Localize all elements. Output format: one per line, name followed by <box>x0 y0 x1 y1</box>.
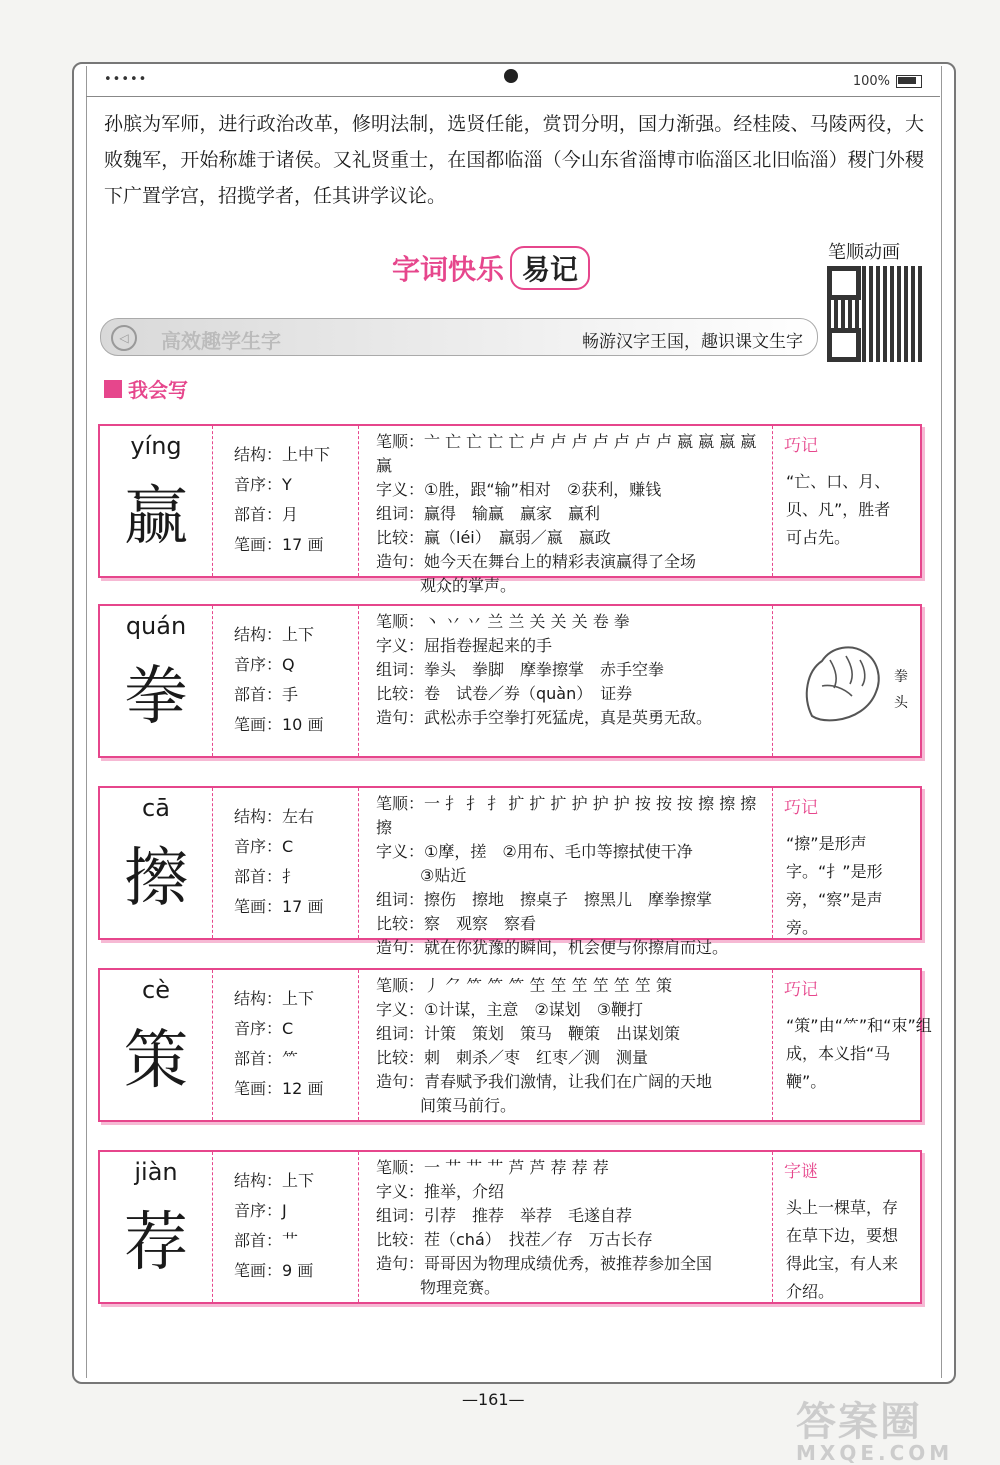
char-detail <box>358 788 773 957</box>
pinyin: yíng <box>130 432 182 460</box>
compare: 比较：刺 刺杀／枣 红枣／测 测量 <box>376 1048 649 1067</box>
banner-left-text: 高效趣学生字 <box>161 329 281 353</box>
memory-tip <box>772 426 918 576</box>
hanzi: 赢 <box>124 480 188 554</box>
char-box <box>100 606 213 756</box>
tip-tag: 巧记 <box>784 436 818 456</box>
stroke-order: 笔顺：一 扌 扌 扌 扩 扩 扩 护 护 护 按 按 按 擦 擦 擦 擦 <box>376 794 757 837</box>
sound-order: 音序：Q <box>234 655 295 674</box>
section-title-badge: 易记 <box>510 246 590 290</box>
sentence: 造句：她今天在舞台上的精彩表演赢得了全场 <box>376 552 697 571</box>
char-box <box>100 426 213 576</box>
signal-icon: ••••• <box>104 72 148 87</box>
battery-icon <box>896 75 922 88</box>
page-number: —161— <box>462 1390 525 1409</box>
structure: 结构：上下 <box>234 989 315 1008</box>
character-card-jian <box>98 1150 922 1304</box>
compare: 比较：茬（chá） 找茬／存 万古长存 <box>376 1230 653 1249</box>
tip-text: “亡、口、月、贝、凡”，胜者可占先。 <box>786 472 891 547</box>
stroke-order: 笔顺：丶 丷 丷 兰 兰 关 关 关 卷 拳 <box>376 612 630 631</box>
radical: 部首：艹 <box>234 1231 299 1250</box>
write-label-text: 我会写 <box>128 378 188 402</box>
structure: 结构：上下 <box>234 625 315 644</box>
sound-order: 音序：J <box>234 1201 287 1220</box>
stroke-count: 笔画：17 画 <box>234 897 324 916</box>
meaning: 字义：①胜，跟“输”相对 ②获利，赚钱 <box>376 480 662 499</box>
fist-label: 拳头 <box>894 669 908 711</box>
stroke-order: 笔顺：一 艹 艹 艹 芦 芦 荐 荐 荐 <box>376 1158 609 1177</box>
riddle <box>772 1152 918 1302</box>
stroke-count: 笔画：10 画 <box>234 715 324 734</box>
char-detail <box>358 606 773 756</box>
char-info <box>212 606 359 756</box>
banner-right-text: 畅游汉字王国，趣识课文生字 <box>582 332 803 352</box>
tip-text: “策”由“⺮”和“朿”组成，本义指“马鞭”。 <box>786 1016 932 1091</box>
char-info <box>212 970 359 1120</box>
words: 组词：引荐 推荐 举荐 毛遂自荐 <box>376 1206 633 1225</box>
compare: 比较：察 观察 察看 <box>376 914 537 933</box>
char-info <box>212 1152 359 1302</box>
char-box <box>100 1152 213 1302</box>
riddle-tag: 字谜 <box>784 1162 818 1182</box>
memory-tip <box>772 788 918 938</box>
sentence: 造句：就在你犹豫的瞬间，机会便与你擦肩而过。 <box>376 938 729 957</box>
sound-order: 音序：Y <box>234 475 292 494</box>
sentence: 造句：青春赋予我们激情，让我们在广阔的天地 <box>376 1072 713 1091</box>
char-box <box>100 970 213 1120</box>
pinyin: cè <box>142 976 170 1004</box>
radical: 部首：扌 <box>234 867 299 886</box>
tip-tag: 巧记 <box>784 980 818 1000</box>
structure: 结构：上下 <box>234 1171 315 1190</box>
hanzi: 擦 <box>124 842 188 916</box>
character-card-ca <box>98 786 922 957</box>
sound-order: 音序：C <box>234 1019 294 1038</box>
riddle-text: 头上一棵草，存在草下边，要想得此宝，有人来介绍。 <box>786 1198 899 1301</box>
tip-text: “擦”是形声字。“扌”是形旁，“察”是声旁。 <box>786 834 883 937</box>
sentence: 造句：哥哥因为物理成绩优秀，被推荐参加全国 <box>376 1254 713 1273</box>
meaning-cont: ③贴近 <box>420 866 467 885</box>
banner <box>100 318 818 356</box>
character-card-quan <box>98 604 922 758</box>
pencil-icon <box>104 380 122 398</box>
stroke-count: 笔画：9 画 <box>234 1261 314 1280</box>
intro-paragraph: 孙膑为军师，进行政治改革，修明法制，选贤任能，赏罚分明，国力渐强。经桂陵、马陵两役，大败魏军，开始称雄于诸侯。又礼贤重士，在国都临淄（今山东省淄博市临淄区北旧临淄）稷门外稷下广置学宫，招揽学者，任其讲学议论。 <box>104 113 924 207</box>
words: 组词：擦伤 擦地 擦桌子 擦黑儿 摩拳擦掌 <box>376 890 713 909</box>
compare: 比较：赢（léi） 羸弱／嬴 嬴政 <box>376 528 611 547</box>
words: 组词：赢得 输赢 赢家 赢利 <box>376 504 601 523</box>
char-detail <box>358 970 773 1120</box>
char-box <box>100 788 213 938</box>
meaning: 字义：屈指卷握起来的手 <box>376 636 553 655</box>
camera-icon <box>504 69 518 83</box>
hanzi: 拳 <box>124 660 188 734</box>
qr-label: 笔顺动画 <box>828 242 900 263</box>
character-card-ying <box>98 424 922 595</box>
hanzi: 荐 <box>124 1206 188 1280</box>
char-detail <box>358 426 773 595</box>
section-title <box>392 246 590 290</box>
pinyin: cā <box>142 794 170 822</box>
char-info <box>212 788 359 938</box>
structure: 结构：左右 <box>234 807 315 826</box>
tip-tag: 巧记 <box>784 798 818 818</box>
meaning: 字义：①摩，搓 ②用布、毛巾等擦拭使干净 <box>376 842 693 861</box>
memory-tip <box>772 970 932 1120</box>
sentence-cont: 物理竞赛。 <box>420 1278 501 1297</box>
pinyin: jiàn <box>134 1158 178 1186</box>
words: 组词：拳头 拳脚 摩拳擦掌 赤手空拳 <box>376 660 665 679</box>
char-info <box>212 426 359 576</box>
stroke-count: 笔画：12 画 <box>234 1079 324 1098</box>
char-detail <box>358 1152 773 1302</box>
radical: 部首：月 <box>234 505 299 524</box>
sentence-cont: 观众的掌声。 <box>420 576 517 595</box>
battery-percent: 100% <box>852 74 890 89</box>
fist-icon <box>792 626 892 736</box>
structure: 结构：上中下 <box>234 445 331 464</box>
fist-illustration <box>772 606 918 756</box>
compare: 比较：卷 试卷／券（quàn） 证券 <box>376 684 633 703</box>
stroke-count: 笔画：17 画 <box>234 535 324 554</box>
sound-order: 音序：C <box>234 837 294 856</box>
section-title-main: 字词快乐 <box>392 253 505 286</box>
words: 组词：计策 策划 策马 鞭策 出谋划策 <box>376 1024 681 1043</box>
pinyin: quán <box>125 612 187 640</box>
qr-code-icon[interactable] <box>827 266 923 362</box>
meaning: 字义：推举，介绍 <box>376 1182 505 1201</box>
watermark-logo <box>796 1390 953 1465</box>
battery-status <box>853 74 922 89</box>
sentence-cont: 间策马前行。 <box>420 1096 517 1115</box>
watermark-big: 答案圈 <box>796 1399 922 1445</box>
character-card-ce <box>98 968 932 1122</box>
hanzi: 策 <box>124 1024 188 1098</box>
stroke-order: 笔顺：亠 亡 亡 亡 亡 卢 卢 卢 卢 卢 卢 卢 嬴 嬴 嬴 嬴 赢 <box>376 432 757 475</box>
write-label <box>104 374 188 403</box>
stroke-order: 笔顺：丿 ⺈ ⺮ ⺮ ⺮ 笁 笁 笁 笁 笁 笁 策 <box>376 976 672 995</box>
sentence: 造句：武松赤手空拳打死猛虎，真是英勇无敌。 <box>376 708 713 727</box>
play-icon: ◁ <box>111 325 137 351</box>
radical: 部首：⺮ <box>234 1049 299 1068</box>
status-bar <box>86 66 940 97</box>
meaning: 字义：①计谋，主意 ②谋划 ③鞭打 <box>376 1000 644 1019</box>
watermark-small: MXQE.COM <box>796 1441 954 1465</box>
radical: 部首：手 <box>234 685 299 704</box>
